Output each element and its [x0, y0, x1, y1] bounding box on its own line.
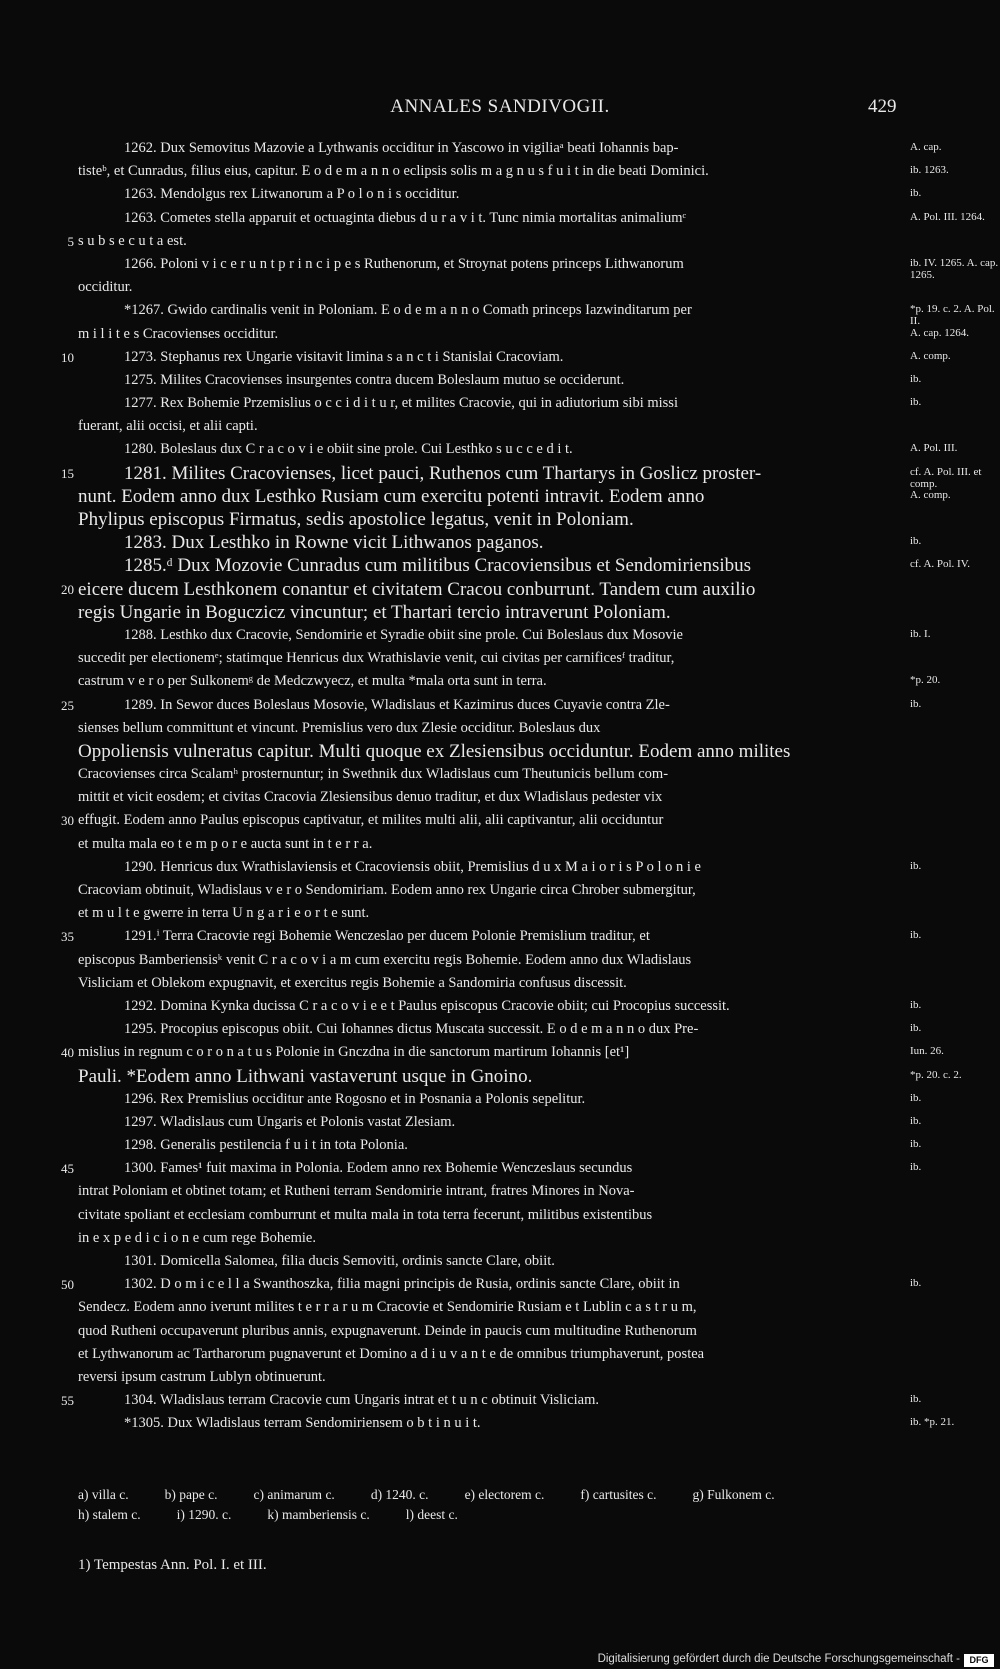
- line-text: tisteᵇ, et Cunradus, filius eius, capitur. E o d e m a n n o eclipsis solis m a g n u s f u i t in die beati Dominici.: [78, 163, 709, 180]
- margin-note: ib.: [910, 1091, 922, 1104]
- text-line: [0, 694, 1000, 717]
- line-text: castrum v e r o per Sulkonemᵍ de Medczwyecz, et multa *mala orta sunt in terra.: [78, 673, 547, 690]
- line-text: regis Ungarie in Boguczicz vincuntur; et Thartari tercio intraverunt Poloniam.: [78, 601, 671, 623]
- margin-note: ib.: [910, 697, 922, 710]
- text-line: [0, 1018, 1000, 1041]
- margin-note: ib.: [910, 1114, 922, 1127]
- line-text: 1263. Cometes stella apparuit et octuaginta diebus d u r a v i t. Tunc nimia mortalitas animaliumᶜ: [124, 209, 687, 226]
- text-line: [0, 508, 1000, 531]
- margin-note: A. comp.: [910, 488, 951, 501]
- margin-note: ib.: [910, 1022, 922, 1035]
- text-line: [0, 995, 1000, 1018]
- text-line: [0, 415, 1000, 438]
- line-number: 55: [61, 1393, 74, 1409]
- line-number: 30: [61, 813, 74, 829]
- footnotes-variants-row2: [78, 1505, 918, 1525]
- line-text: et multa mala eo t e m p o r e aucta sunt in t e r r a.: [78, 835, 373, 852]
- line-text: 1277. Rex Bohemie Przemislius o c c i d i t u r, et milites Cracovie, qui in adiutorium sibi missi: [124, 395, 678, 412]
- margin-note: ib. 1263.: [910, 164, 949, 177]
- line-text: 1292. Domina Kynka ducissa C r a c o v i e e t Paulus episcopus Cracovie obiit; cui Procopius successit.: [124, 997, 730, 1014]
- footnote-variant: e) electorem c.: [464, 1487, 545, 1502]
- text-line: [0, 369, 1000, 392]
- line-text: 1289. In Sewor duces Boleslaus Mosovie, Wladislaus et Kazimirus duces Cuyavie contra Zle-: [124, 696, 670, 713]
- line-text: 1283. Dux Lesthko in Rowne vicit Lithwanos paganos.: [124, 532, 544, 554]
- line-text: in e x p e d i c i o n e cum rege Bohemie.: [78, 1229, 316, 1246]
- line-text: 1263. Mendolgus rex Litwanorum a P o l o n i s occiditur.: [124, 186, 460, 203]
- text-line: [0, 1134, 1000, 1157]
- margin-note: ib.: [910, 929, 922, 942]
- text-line: [0, 1204, 1000, 1227]
- text-line: [0, 902, 1000, 925]
- text-line: [0, 1296, 1000, 1319]
- line-text: effugit. Eodem anno Paulus episcopus captivatur, et milites multi alii, alii captivantur, alii occiduntur: [78, 812, 664, 829]
- running-title: ANNALES SANDIVOGII.: [390, 96, 610, 117]
- margin-note: A. Pol. III. 1264.: [910, 210, 985, 223]
- line-text: mislius in regnum c o r o n a t u s Polonie in Gnczdna in die sanctorum martirum Iohannis [et¹]: [78, 1044, 630, 1061]
- line-text: Cracoviam obtinuit, Wladislaus v e r o Sendomiriam. Eodem anno rex Ungarie circa Chrober submergitur,: [78, 882, 696, 898]
- line-text: episcopus Bamberiensisᵏ venit C r a c o v i a m cum exercitu regis Bohemie. Eodem anno dux Wladislaus: [78, 951, 692, 968]
- margin-note: ib.: [910, 1138, 922, 1151]
- margin-note: ib. I.: [910, 627, 931, 640]
- line-text: reversi ipsum castrum Lublyn obtinuerunt.: [78, 1368, 326, 1385]
- line-number: 50: [61, 1277, 74, 1293]
- text-line: [0, 1111, 1000, 1134]
- line-number: 45: [61, 1161, 74, 1177]
- line-text: 1281. Milites Cracovienses, licet pauci, Ruthenos cum Thartarys in Goslicz proster-: [124, 462, 762, 484]
- text-line: [0, 601, 1000, 624]
- footnote-variant: c) animarum c.: [253, 1487, 335, 1502]
- text-line: [0, 1320, 1000, 1343]
- text-line: [0, 346, 1000, 369]
- footnote-variant: g) Fulkonem c.: [692, 1487, 775, 1502]
- line-text: 1275. Milites Cracovienses insurgentes contra ducem Boleslaum mutuo se occiderunt.: [124, 371, 625, 388]
- page-header: [0, 96, 1000, 122]
- line-number: 40: [61, 1045, 74, 1061]
- margin-note: Iun. 26.: [910, 1045, 944, 1058]
- margin-note: ib.: [910, 396, 922, 409]
- line-text: 1302. D o m i c e l l a Swanthoszka, filia magni principis de Rusia, ordinis sancte Clare, obiit in: [124, 1276, 680, 1293]
- text-line: [0, 1088, 1000, 1111]
- margin-note: ib.: [910, 187, 922, 200]
- line-text: Cracovienses circa Scalamʰ prosternuntur; in Swethnik dux Wladislaus cum Theutunicis bellum com-: [78, 766, 669, 783]
- line-text: sienses bellum committunt et vincunt. Premislius vero dux Zlesie occiditur. Boleslaus dux: [78, 719, 601, 736]
- text-line: [0, 438, 1000, 461]
- margin-note: *p. 19. c. 2. A. Pol. II.: [910, 303, 995, 328]
- line-text: Sendecz. Eodem anno iverunt milites t e r r a r u m Cracovie et Sendomirie Rusiam e t Lublin c a s t r u m,: [78, 1299, 697, 1316]
- text-line: [0, 1273, 1000, 1296]
- digitization-footer: [0, 1653, 1000, 1669]
- margin-note: ib.: [910, 859, 922, 872]
- text-line: [0, 531, 1000, 554]
- dfg-credit-text: Digitalisierung gefördert durch die Deutsche Forschungsgemeinschaft -: [597, 1653, 960, 1665]
- text-line: [0, 670, 1000, 693]
- margin-note: *p. 20. c. 2.: [910, 1068, 962, 1081]
- line-text: succedit per electionemᵉ; statimque Henricus dux Wrathislavie venit, cui civitas per carnificesᶠ traditur,: [78, 650, 675, 667]
- footnote-variant: h) stalem c.: [78, 1507, 141, 1522]
- line-text: quod Rutheni occupaverunt pluribus annis, expugnaverunt. Deinde in paucis cum multitudine Ruthenorum: [78, 1322, 697, 1339]
- line-text: Phylipus episcopus Firmatus, sedis apostolice legatus, venit in Poloniam.: [78, 509, 634, 530]
- text-line: [0, 786, 1000, 809]
- text-line: [0, 462, 1000, 490]
- margin-note: ib.: [910, 372, 922, 385]
- line-text: fuerant, alii occisi, et alii capti.: [78, 418, 258, 435]
- line-text: 1300. Fames¹ fuit maxima in Polonia. Eodem anno rex Bohemie Wenczeslaus secundus: [124, 1160, 633, 1177]
- line-text: mittit et vicit eosdem; et civitas Cracovia Zlesiensibus denuo traditur, et dux Wladislaus pedester vix: [78, 789, 663, 806]
- line-text: eicere ducem Lesthkonem conantur et civitatem Cracou conburrunt. Tandem cum auxilio: [78, 578, 756, 600]
- line-number: 5: [67, 233, 74, 249]
- line-text: 1298. Generalis pestilencia f u i t in tota Polonia.: [124, 1137, 408, 1154]
- footnote-variant: k) mamberiensis c.: [267, 1507, 370, 1522]
- text-line: [0, 230, 1000, 253]
- text-line: [0, 833, 1000, 856]
- line-text: Pauli. *Eodem anno Lithwani vastaverunt usque in Gnoino.: [78, 1065, 533, 1087]
- line-text: et m u l t e gwerre in terra U n g a r i e o r t e sunt.: [78, 905, 370, 922]
- text-line: [0, 949, 1000, 972]
- footnote-variant: i) 1290. c.: [176, 1507, 232, 1522]
- page-number: 429: [868, 96, 897, 117]
- text-line: [0, 1041, 1000, 1064]
- text-line: [0, 392, 1000, 415]
- text-line: [0, 276, 1000, 299]
- margin-note: A. cap. 1264.: [910, 326, 969, 339]
- line-text: Oppoliensis vulneratus capitur. Multi quoque ex Zlesiensibus occiduntur. Eodem anno milites: [78, 740, 791, 762]
- text-line: [0, 183, 1000, 206]
- line-text: 1288. Lesthko dux Cracovie, Sendomirie et Syradie obiit sine prole. Cui Boleslaus dux Mosovie: [124, 626, 683, 643]
- dfg-logo: DFG: [964, 1654, 994, 1667]
- line-number: 35: [61, 929, 74, 945]
- text-line: [0, 925, 1000, 948]
- text-line: [0, 323, 1000, 346]
- line-text: et Lythwanorum ac Tartharorum pugnaverunt et Domino a d i u v a n t e de omnibus triumphaverunt, postea: [78, 1345, 705, 1362]
- footnote-variant: l) deest c.: [405, 1507, 458, 1522]
- margin-note: A. Pol. III.: [910, 442, 958, 455]
- line-text: occiditur.: [78, 279, 133, 296]
- text-line: [0, 647, 1000, 670]
- margin-note: ib.: [910, 535, 922, 548]
- line-text: s u b s e c u t a est.: [78, 232, 187, 249]
- text-line: [0, 972, 1000, 995]
- footnote-variant: b) pape c.: [164, 1487, 218, 1502]
- margin-note: A. comp.: [910, 349, 951, 362]
- footnotes-variants-row1: [78, 1485, 918, 1505]
- line-text: 1290. Henricus dux Wrathislaviensis et Cracoviensis obiit, Premislius d u x M a i o r i s P o l o n i e: [124, 858, 701, 875]
- line-number: 20: [61, 581, 74, 597]
- margin-note: ib.: [910, 1393, 922, 1406]
- text-line: [0, 763, 1000, 786]
- footnote-variant: f) cartusites c.: [580, 1487, 657, 1502]
- line-text: 1295. Procopius episcopus obiit. Cui Iohannes dictus Muscata successit. E o d e m a n n o dux Pre-: [124, 1021, 699, 1038]
- line-text: 1273. Stephanus rex Ungarie visitavit limina s a n c t i Stanislai Cracoviam.: [124, 348, 564, 365]
- margin-note: cf. A. Pol. IV.: [910, 558, 970, 571]
- line-number: 15: [61, 465, 74, 481]
- text-line: [0, 856, 1000, 879]
- margin-note: cf. A. Pol. III. et comp.: [910, 465, 982, 490]
- text-line: [0, 1412, 1000, 1435]
- text-line: [0, 253, 1000, 281]
- text-line: [0, 554, 1000, 577]
- margin-note: ib.: [910, 1277, 922, 1290]
- margin-note: ib. *p. 21.: [910, 1416, 955, 1429]
- line-text: nunt. Eodem anno dux Lesthko Rusiam cum exercitu potenti intravit. Eodem anno: [78, 485, 705, 507]
- line-text: 1280. Boleslaus dux C r a c o v i e obiit sine prole. Cui Lesthko s u c c e d i t.: [124, 441, 573, 458]
- text-line: [0, 578, 1000, 601]
- text-line: [0, 1065, 1000, 1088]
- line-number: 25: [61, 697, 74, 713]
- text-line: [0, 207, 1000, 230]
- line-text: 1285.ᵈ Dux Mozovie Cunradus cum militibus Cracoviensibus et Sendomiriensibus: [124, 555, 752, 577]
- text-line: [0, 717, 1000, 740]
- text-line: [0, 299, 1000, 328]
- text-line: [0, 1250, 1000, 1273]
- text-line: [0, 1343, 1000, 1366]
- text-line: [0, 740, 1000, 763]
- line-text: 1266. Poloni v i c e r u n t p r i n c i p e s Ruthenorum, et Stroynat potens princeps Lithwanorum: [124, 255, 684, 272]
- line-text: 1291.ⁱ Terra Cracovie regi Bohemie Wenczeslao per ducem Polonie Premislium traditur, et: [124, 928, 650, 945]
- text-line: [0, 485, 1000, 508]
- line-text: *1267. Gwido cardinalis venit in Poloniam. E o d e m a n n o Comath princeps Iazwinditarum per: [124, 302, 692, 319]
- line-text: 1304. Wladislaus terram Cracovie cum Ungaris intrat et t u n c obtinuit Visliciam.: [124, 1392, 599, 1409]
- margin-note: ib.: [910, 1161, 922, 1174]
- footnote-variant: d) 1240. c.: [370, 1487, 429, 1502]
- footnote-variant: a) villa c.: [78, 1487, 129, 1502]
- margin-note: *p. 20.: [910, 674, 941, 687]
- line-number: 10: [61, 349, 74, 365]
- text-line: [0, 879, 1000, 902]
- annals-text: [0, 137, 1000, 1436]
- text-line: [0, 624, 1000, 647]
- text-line: [0, 1180, 1000, 1203]
- margin-note: ib.: [910, 998, 922, 1011]
- margin-note: ib. IV. 1265. A. cap. 1265.: [910, 256, 999, 281]
- line-text: Visliciam et Oblekom expugnavit, et exercitus regis Bohemie a Sandomiria confusus discessit.: [78, 974, 627, 991]
- text-line: [0, 160, 1000, 183]
- text-line: [0, 1389, 1000, 1412]
- text-line: [0, 1227, 1000, 1250]
- text-line: [0, 1157, 1000, 1180]
- line-text: m i l i t e s Cracovienses occiditur.: [78, 325, 279, 342]
- line-text: 1262. Dux Semovitus Mazovie a Lythwanis occiditur in Yascowo in vigiliaᵃ beati Iohannis bap-: [124, 140, 679, 156]
- line-text: 1297. Wladislaus cum Ungaris et Polonis vastat Zlesiam.: [124, 1113, 456, 1130]
- text-line: [0, 137, 1000, 160]
- line-text: *1305. Dux Wladislaus terram Sendomiriensem o b t i n u i t.: [124, 1415, 481, 1432]
- line-text: intrat Poloniam et obtinet totam; et Rutheni terram Sendomirie intrant, fratres Minores in Nova-: [78, 1183, 635, 1200]
- line-text: 1301. Domicella Salomea, filia ducis Semoviti, ordinis sancte Clare, obiit.: [124, 1253, 555, 1269]
- text-line: [0, 809, 1000, 832]
- text-line: [0, 1366, 1000, 1389]
- margin-note: A. cap.: [910, 141, 942, 153]
- line-text: 1296. Rex Premislius occiditur ante Rogosno et in Posnania a Polonis sepelitur.: [124, 1090, 586, 1107]
- footnote-source: 1) Tempestas Ann. Pol. I. et III.: [78, 1557, 267, 1573]
- line-text: civitate spoliant et ecclesiam comburrunt et multa mala in tota terra fecerunt, militibus existentibus: [78, 1206, 653, 1223]
